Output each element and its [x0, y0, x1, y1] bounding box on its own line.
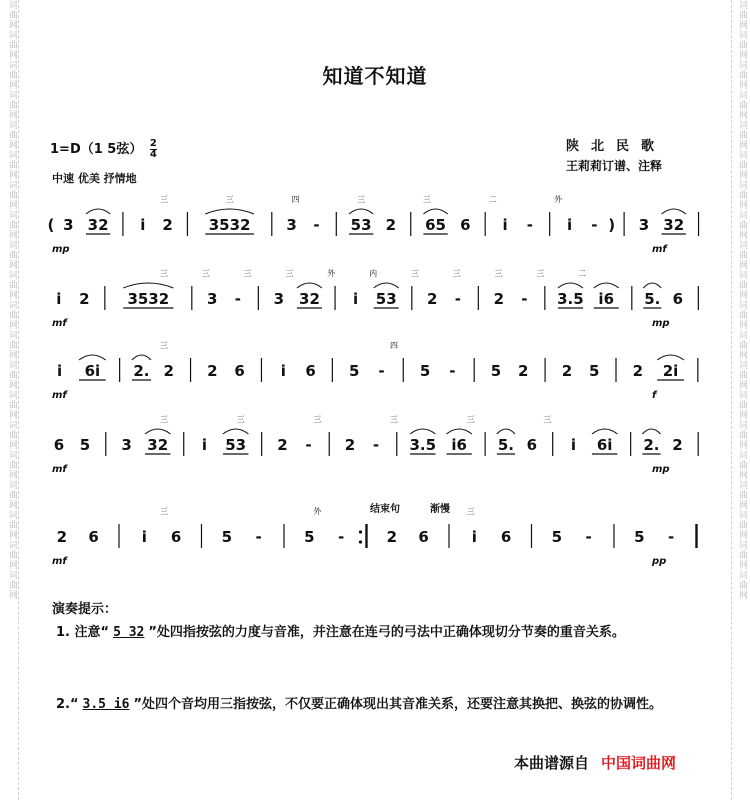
note-token: 65	[425, 216, 446, 234]
source-credit	[514, 752, 676, 773]
source-label: 本曲谱源自	[514, 754, 590, 772]
song-origin: 陕北民歌	[566, 139, 667, 154]
staff-svg-2	[40, 262, 710, 334]
fingering-mark: 三	[225, 195, 234, 204]
note-token: 3532	[127, 290, 170, 308]
fingering-mark: 三	[243, 269, 252, 278]
key-text: 1=D（1 5弦）	[50, 142, 143, 157]
note-token: i	[56, 290, 62, 308]
slur	[79, 355, 106, 360]
note-token: 2	[79, 290, 90, 308]
note-2-text: ”处四个音均用三指按弦，不仅要正确体现出其音准关系，还要注意其换把、换弦的协调性。	[133, 697, 663, 712]
note-token: i	[280, 362, 286, 380]
slur	[642, 429, 660, 434]
note-token: 5	[419, 362, 431, 380]
note-token: 32	[663, 216, 685, 234]
note-token: 6	[460, 216, 471, 234]
slur	[594, 283, 619, 288]
note-token: i	[570, 436, 577, 454]
slur	[86, 209, 110, 214]
note-token: 3	[638, 216, 650, 234]
note-token: 2	[632, 362, 644, 380]
tempo-marking: 中速 优美 抒情地	[52, 172, 137, 185]
fingering-mark: 三	[410, 269, 419, 278]
note-token: 2.	[643, 436, 660, 454]
note-token: 3	[273, 290, 285, 308]
note-token: 5	[634, 528, 645, 546]
fingering-mark: 四	[291, 195, 300, 204]
note-token: -	[521, 290, 528, 308]
fingering-mark: 三	[201, 269, 210, 278]
slur	[558, 283, 583, 288]
fingering-mark: 二	[578, 269, 587, 278]
dynamic-mark: mf	[52, 464, 67, 475]
dynamic-mark: mp	[52, 244, 70, 255]
note-token: i	[57, 362, 63, 380]
fingering-mark: 三	[160, 195, 168, 204]
note-token: -	[234, 290, 241, 308]
note-token: 2	[518, 362, 529, 380]
note-token: 3532	[208, 216, 251, 234]
song-title: 知道不知道	[322, 64, 428, 88]
note-token: i	[352, 290, 359, 308]
staff-svg-4	[40, 408, 710, 480]
dynamic-mark: mp	[652, 464, 670, 475]
note-token: 5	[490, 362, 502, 380]
performance-note-2	[56, 690, 716, 720]
note-token: 5	[221, 528, 233, 546]
note-token: 32	[87, 216, 109, 234]
note-token: 2	[207, 362, 218, 380]
performance-annotation: 结束句	[370, 504, 400, 515]
staff-line-1	[40, 188, 710, 260]
note-token: 2	[344, 436, 356, 454]
note-token: -	[305, 436, 312, 454]
slur	[374, 283, 399, 288]
note-token: 6i	[596, 436, 613, 454]
note-token: 3.5	[557, 290, 584, 308]
note-token: 2	[163, 362, 174, 380]
note-token: i6	[598, 290, 615, 308]
time-signature	[150, 139, 157, 160]
fingering-mark: 三	[543, 415, 552, 424]
performance-note-1	[56, 618, 716, 648]
note-token: i6	[451, 436, 467, 454]
staff-svg-3	[40, 334, 710, 406]
dynamic-mark: mf	[52, 556, 67, 567]
slur	[657, 355, 684, 360]
note-token: 6	[170, 528, 182, 546]
fingering-mark: 三	[285, 269, 294, 278]
left-margin-rule	[18, 0, 19, 800]
note-token: 53	[375, 290, 397, 308]
slur	[145, 429, 170, 434]
key-signature	[50, 138, 157, 160]
note-token: 2	[493, 290, 505, 308]
note-token: -	[372, 436, 380, 454]
note-token: 5	[588, 362, 600, 380]
note-token: 53	[350, 216, 372, 234]
note-token: 2	[277, 436, 288, 454]
fingering-mark: 外	[327, 269, 336, 278]
note-token: 2	[385, 216, 397, 234]
side-watermark-left: 词曲网词曲网词曲网词曲网词曲网词曲网词曲网词曲网词曲网词曲网词曲网词曲网词曲网词曲网词曲网词曲网词曲网词曲网词曲网词曲网	[7, 0, 17, 600]
note-token: -	[526, 216, 533, 234]
note-1-ref: 5 32	[113, 625, 145, 640]
fingering-mark: 内	[369, 269, 378, 278]
note-token: 2	[162, 216, 173, 234]
note-token: i	[471, 528, 477, 546]
dynamic-mark: f	[652, 390, 657, 401]
dynamic-mark: mf	[652, 244, 667, 255]
fingering-mark: 三	[452, 269, 461, 278]
fingering-mark: 外	[554, 195, 563, 204]
note-token: -	[591, 216, 598, 234]
slur	[132, 355, 151, 360]
arranger: 王莉莉订谱、注释	[566, 159, 663, 173]
repeat-dot	[359, 530, 362, 533]
fingering-mark: 四	[390, 341, 398, 350]
time-bottom: 4	[149, 149, 157, 160]
note-token: 53	[225, 436, 247, 454]
slur	[446, 429, 471, 434]
source-site-link[interactable]: 中国词曲网	[601, 754, 677, 772]
note-1-text: ”处四指按弦的力度与音准，并注意在连弓的弓法中正确体现切分节奏的重音关系。	[148, 625, 625, 640]
note-token: 6	[234, 362, 245, 380]
note-token: -	[667, 528, 675, 546]
repeat-dot	[359, 540, 362, 543]
note-token: 2	[56, 528, 68, 546]
note-token: 3	[286, 216, 297, 234]
fingering-mark: 三	[160, 269, 168, 278]
note-token: 5	[348, 362, 360, 380]
fingering-mark: 三	[160, 507, 168, 516]
time-top: 2	[149, 138, 157, 149]
note-token: 2.	[133, 362, 150, 380]
slur	[410, 429, 435, 434]
note-token: -	[449, 362, 456, 380]
fingering-mark: 外	[313, 507, 322, 516]
note-token: (	[47, 216, 55, 234]
note-token: i	[201, 436, 208, 454]
note-token: 2i	[662, 362, 679, 380]
note-token: i	[502, 216, 508, 234]
dynamic-mark: pp	[652, 556, 667, 567]
note-token: 32	[147, 436, 169, 454]
fingering-mark: 三	[494, 269, 503, 278]
note-token: i	[140, 216, 146, 234]
note-token: 2	[427, 290, 438, 308]
note-token: 6	[500, 528, 512, 546]
slur	[297, 283, 322, 288]
slur	[497, 429, 515, 434]
dynamic-mark: mp	[652, 318, 670, 329]
fingering-mark: 三	[160, 415, 168, 424]
note-2-ref: 3.5 i6	[82, 697, 130, 712]
slur	[423, 209, 447, 214]
note-token: 6	[88, 528, 99, 546]
note-token: 5.	[644, 290, 661, 308]
fingering-mark: 三	[536, 269, 545, 278]
note-token: 3.5	[409, 436, 437, 454]
note-token: 32	[299, 290, 320, 308]
right-margin-rule	[731, 0, 732, 800]
fingering-mark: 三	[236, 415, 245, 424]
note-token: 6	[418, 528, 429, 546]
fingering-mark: 三	[313, 415, 322, 424]
note-token: -	[378, 362, 385, 380]
note-token: 3	[63, 216, 74, 234]
staff-svg-5	[40, 500, 710, 572]
note-token: 6	[305, 362, 316, 380]
slur	[123, 283, 173, 288]
note-token: -	[585, 528, 592, 546]
note-token: 6i	[84, 362, 101, 380]
slur	[592, 429, 617, 434]
staff-line-2	[40, 262, 710, 334]
slur	[662, 209, 686, 214]
slur	[205, 209, 254, 214]
note-2-prefix: 2.“	[56, 697, 79, 712]
note-token: i	[566, 216, 573, 234]
staff-line-4	[40, 408, 710, 480]
staff-svg-1	[40, 188, 710, 260]
fingering-mark: 三	[357, 195, 366, 204]
note-token: 2	[386, 528, 398, 546]
staff-line-5	[40, 500, 710, 572]
note-token: 5.	[497, 436, 514, 454]
note-token: 2	[672, 436, 683, 454]
note-token: -	[454, 290, 461, 308]
fingering-mark: 三	[390, 415, 398, 424]
note-token: 5	[551, 528, 563, 546]
note-token: 3	[207, 290, 218, 308]
note-token: )	[608, 216, 616, 234]
note-1-prefix: 1. 注意“	[56, 625, 110, 640]
note-token: 5	[79, 436, 91, 454]
performance-annotation: 渐慢	[430, 504, 450, 515]
slur	[643, 283, 661, 288]
slur	[349, 209, 373, 214]
staff-line-3	[40, 334, 710, 406]
note-token: 3	[121, 436, 132, 454]
note-token: 6	[526, 436, 538, 454]
side-watermark-right: 词曲网词曲网词曲网词曲网词曲网词曲网词曲网词曲网词曲网词曲网词曲网词曲网词曲网词曲网词曲网词曲网词曲网词曲网词曲网词曲网	[737, 0, 747, 600]
slur	[223, 429, 248, 434]
note-token: -	[313, 216, 320, 234]
dynamic-mark: mf	[52, 318, 67, 329]
note-token: i	[141, 528, 147, 546]
performance-notes-heading: 演奏提示：	[52, 602, 118, 617]
fingering-mark: 三	[160, 341, 168, 350]
fingering-mark: 三	[466, 507, 475, 516]
dynamic-mark: mf	[52, 390, 67, 401]
fingering-mark: 三	[422, 195, 431, 204]
fingering-mark: 二	[488, 195, 497, 204]
note-token: 6	[53, 436, 65, 454]
note-token: 6	[672, 290, 684, 308]
note-token: 5	[304, 528, 315, 546]
fingering-mark: 三	[466, 415, 475, 424]
note-token: -	[255, 528, 262, 546]
note-token: 2	[561, 362, 573, 380]
note-token: -	[337, 528, 345, 546]
